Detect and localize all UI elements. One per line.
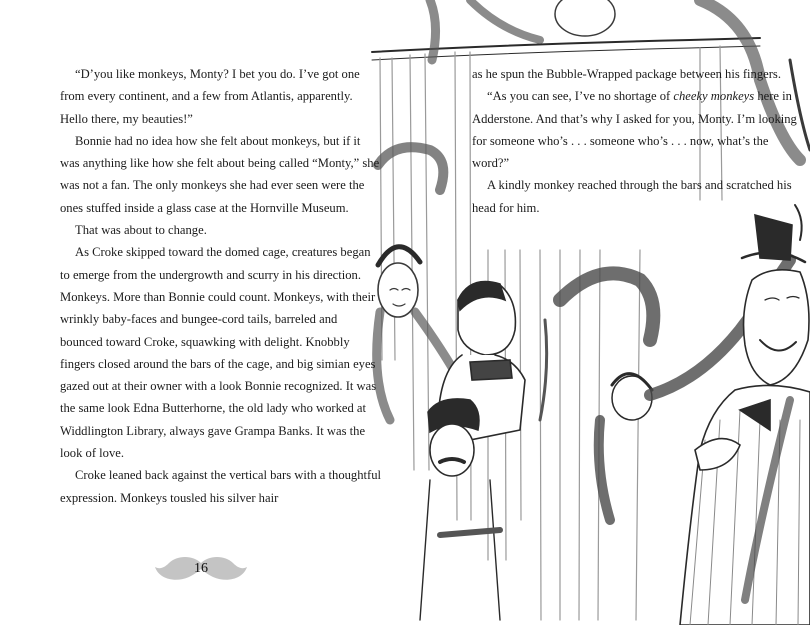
left-text-column — [60, 63, 382, 509]
italic-text: cheeky monkeys — [673, 89, 755, 104]
text-run: “As you can see, I’ve no shortage of — [487, 89, 674, 104]
paragraph: A kindly monkey reached through the bars and scratched his head for him. — [472, 178, 792, 215]
paragraph: as he spun the Bubble-Wrapped package between his fingers. — [472, 67, 781, 81]
paragraph: “D’you like monkeys, Monty? I bet you do. I’ve got one from every continent, and a few from Atlantis, apparently. Hello there, my beauties!” — [60, 67, 360, 126]
paragraph: Croke leaned back against the vertical bars with a thoughtful expression. Monkeys tousled his silver hair — [60, 468, 381, 505]
page-number-badge — [155, 553, 247, 585]
right-text-column — [472, 63, 805, 219]
page-number: 16 — [194, 561, 208, 576]
paragraph: Bonnie had no idea how she felt about monkeys, but if it was anything like how she felt about being called “Monty,” she was not a fan. The only monkeys she had ever seen were the ones stuffed inside a glass case at the Hornville Museum. — [60, 133, 380, 215]
paragraph: As Croke skipped toward the domed cage, creatures began to emerge from the undergrowth and scurry in his direction. Monkeys. More than Bonnie could count. Monkeys, with their wrinkly baby-faces and bungee-cord tails, barreled and bounced toward Croke, squawking with delight. Knobbly fingers closed around the bars of the cage, and big simian eyes gazed out at their owner with a look Bonnie recognized. It was the same look Edna Butterhorne, the old lady who worked at Widdlington Library, always gave Grampa Banks. It was the look of love. — [60, 245, 377, 461]
text-run: here in Adderstone. And that’s why I asked for you, Monty. I’m looking for someone who’s . . . someone who’s . . . now, what’s the word?” — [472, 89, 797, 171]
paragraph: That was about to change. — [75, 223, 207, 238]
paragraph — [472, 85, 805, 174]
